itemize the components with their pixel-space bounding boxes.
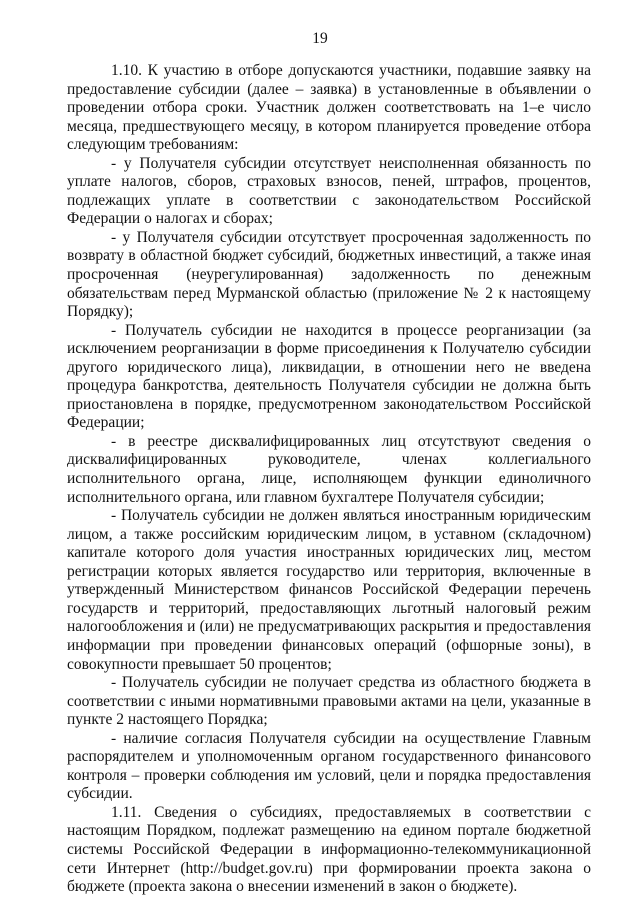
requirement-no-reorganization: - Получатель субсидии не находится в процессе реорганизации (за исключением реорганизации в форме присоединения к Получателю субсидии другого юридического лица), ликвидации, в отношении него не введена процедура банкротства, деятельность Получателя субсидии не должна быть приостановлена в порядке, предусмотренном законодательством Российской Федерации; bbox=[67, 321, 591, 432]
requirement-no-tax-debt: - у Получателя субсидии отсутствует неисполненная обязанность по уплате налогов, сборов, страховых взносов, пеней, штрафов, процентов, подлежащих уплате в соответствии с законодательством Российской Федерации о налогах и сборах; bbox=[67, 154, 591, 228]
requirement-no-overdue-debt: - у Получателя субсидии отсутствует просроченная задолженность по возврату в областной бюджет субсидий, бюджетных инвестиций, а также иная просроченная (неурегулированная) задолженность по денежным обязательствам перед Мурманской областью (приложение № 2 к настоящему Порядку); bbox=[67, 228, 591, 321]
paragraph-1-10-intro: 1.10. К участию в отборе допускаются участники, подавшие заявку на предоставление субсидии (далее – заявка) в установленные в объявлении о проведении отбора сроки. Участник должен соответствовать на 1–е число месяца, предшествующего месяцу, в котором планируется проведение отбора следующим требованиям: bbox=[67, 62, 591, 154]
page-number: 19 bbox=[312, 30, 328, 47]
document-body bbox=[67, 62, 591, 897]
requirement-consent-to-audit: - наличие согласия Получателя субсидии на осуществление Главным распорядителем и уполномоченным органом государственного финансового контроля – проверки соблюдения им условий, цели и порядка предоставления субсидии. bbox=[67, 729, 591, 803]
paragraph-1-11-publication: 1.11. Сведения о субсидиях, предоставляемых в соответствии с настоящим Порядком, подлежат размещению на едином портале бюджетной системы Российской Федерации в информационно-телекоммуникационной сети Интернет (http://budget.gov.ru) при формировании проекта закона о бюджете (проекта закона о внесении изменений в закон о бюджете). bbox=[67, 803, 591, 896]
requirement-no-other-funds: - Получатель субсидии не получает средства из областного бюджета в соответствии с иными нормативными правовыми актами на цели, указанные в пункте 2 настоящего Порядка; bbox=[67, 674, 591, 729]
requirement-no-disqualified-persons: - в реестре дисквалифицированных лиц отсутствуют сведения о дисквалифицированных руководителе, членах коллегиального исполнительного органа, лице, исполняющем функции единоличного исполнительного органа, или главном бухгалтере Получателя субсидии; bbox=[67, 432, 591, 506]
requirement-not-foreign-entity: - Получатель субсидии не должен являться иностранным юридическим лицом, а также российским юридическим лицом, в уставном (складочном) капитале которого доля участия иностранных юридических лиц, местом регистрации которых является государство или территория, включенные в утвержденный Министерством финансов Российской Федерации перечень государств и территорий, предоставляющих льготный налоговый режим налогообложения и (или) не предусматривающих раскрытия и предоставления информации при проведении финансовых операций (офшорные зоны), в совокупности превышает 50 процентов; bbox=[67, 507, 591, 673]
